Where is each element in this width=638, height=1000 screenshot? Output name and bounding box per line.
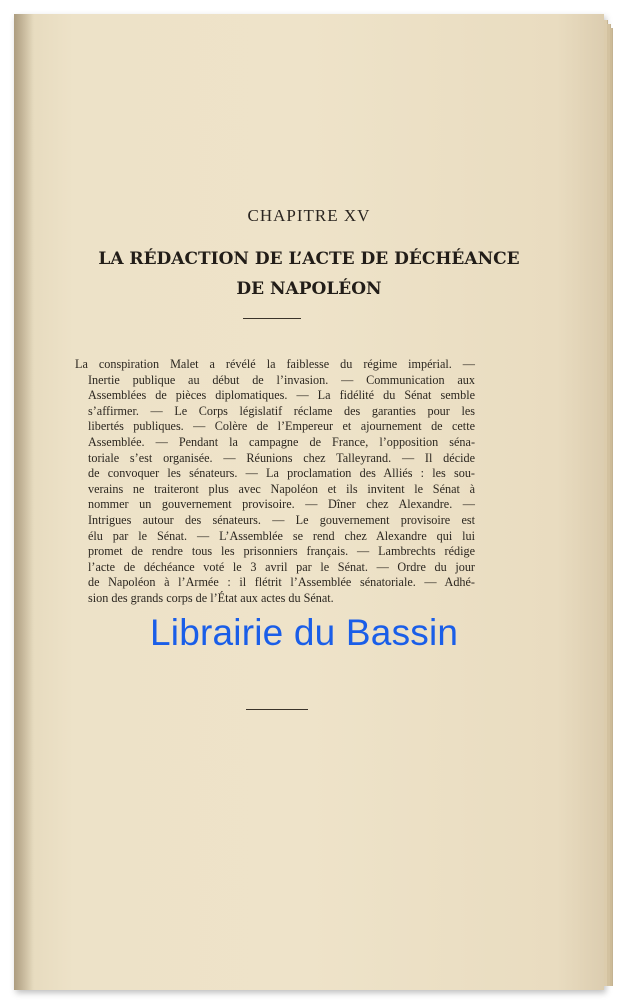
- summary-line: Assemblée. — Pendant la campagne de France, l’opposition séna-: [88, 434, 475, 449]
- chapter-summary: [75, 357, 475, 607]
- summary-line: Assemblées de pièces diplomatiques. — La fidélité du Sénat semble: [88, 388, 475, 403]
- summary-line: promet de rendre tous les prisonniers français. — Lambrechts rédige: [88, 544, 475, 559]
- gutter-shadow: [14, 14, 34, 990]
- summary-line: sion des grands corps de l’État aux actes du Sénat.: [88, 590, 334, 605]
- section-end-divider: [246, 709, 308, 710]
- summary-line: verains ne traiteront plus avec Napoléon et ils invitent le Sénat à: [88, 481, 475, 496]
- summary-line: élu par le Sénat. — L’Assemblée se rend chez Alexandre qui lui: [88, 528, 475, 543]
- summary-line: l’acte de déchéance voté le 3 avril par le Sénat. — Ordre du jour: [88, 559, 475, 574]
- watermark-text: Librairie du Bassin: [150, 612, 459, 653]
- chapter-title: [14, 244, 604, 304]
- summary-line: de Napoléon à l’Armée : il flétrit l’Assemblée sénatoriale. — Adhé-: [88, 575, 475, 590]
- page-edge: [610, 28, 613, 986]
- chapter-title-line: LA RÉDACTION DE L’ACTE DE DÉCHÉANCE: [98, 249, 520, 269]
- summary-line: toriale s’est organisée. — Réunions chez Talleyrand. — Il décide: [88, 450, 475, 465]
- summary-line: nommer un gouvernement provisoire. — Dîner chez Alexandre. —: [88, 497, 475, 512]
- summary-line: libertés publiques. — Colère de l’Empereur et ajournement de cette: [88, 419, 475, 434]
- summary-line: s’affirmer. — Le Corps législatif réclame des garanties pour les: [88, 403, 475, 418]
- chapter-label: CHAPITRE XV: [247, 206, 371, 225]
- summary-line: de convoquer les sénateurs. — La proclamation des Alliés : les sou-: [88, 466, 475, 481]
- summary-line: La conspiration Malet a révélé la faiblesse du régime impérial. —: [75, 357, 475, 371]
- summary-line: Inertie publique au début de l’invasion. — Communication aux: [88, 372, 475, 387]
- chapter-title-line: DE NAPOLÉON: [236, 279, 382, 299]
- summary-line: Intrigues autour des sénateurs. — Le gouvernement provisoire est: [88, 512, 475, 527]
- title-divider: [243, 318, 301, 319]
